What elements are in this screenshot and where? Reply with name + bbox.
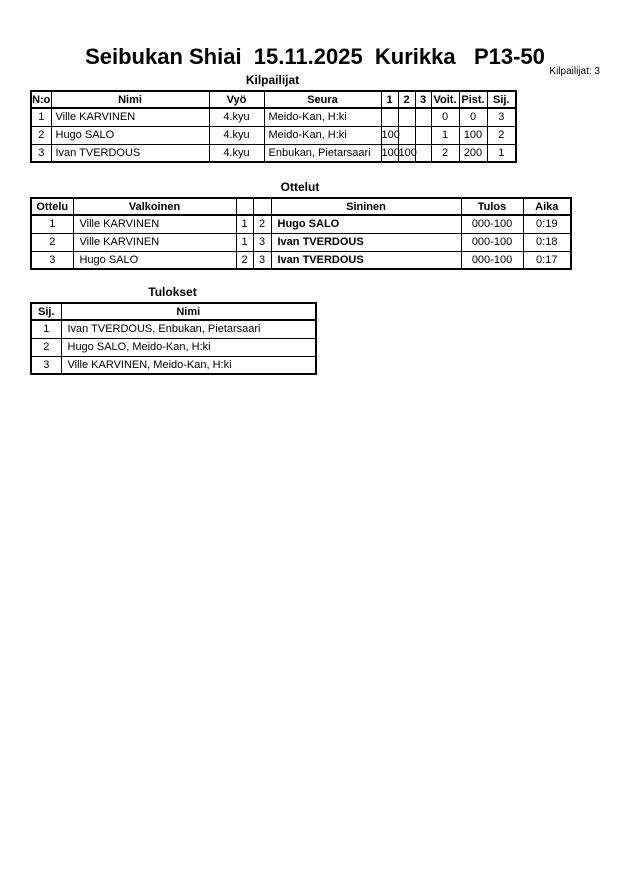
col-header-round1: 1 (381, 91, 398, 108)
cell-blue-no: 3 (253, 233, 271, 251)
cell-club: Meido-Kan, H:ki (264, 108, 381, 126)
cell-wins: 0 (431, 108, 459, 126)
col-header-round2: 2 (398, 91, 415, 108)
table-row (31, 320, 316, 338)
cell-place: 1 (31, 320, 61, 338)
cell-name: Ville KARVINEN, Meido-Kan, H:ki (61, 356, 316, 374)
col-header-white-no (236, 198, 253, 215)
table-row (31, 251, 571, 269)
cell-belt: 4.kyu (209, 144, 264, 162)
cell-match-no: 3 (31, 251, 73, 269)
cell-points: 100 (459, 126, 487, 144)
cell-time: 0:19 (523, 215, 571, 233)
cell-blue-no: 3 (253, 251, 271, 269)
cell-place: 1 (487, 144, 516, 162)
cell-white-name: Ville KARVINEN (73, 233, 236, 251)
table-row (31, 108, 516, 126)
page-title: Seibukan Shiai 15.11.2025 Kurikka P13-50 (85, 44, 545, 69)
table-row (31, 215, 571, 233)
cell-round2: 100 (398, 144, 415, 162)
results-header-row (31, 303, 316, 320)
cell-belt: 4.kyu (209, 108, 264, 126)
table-row (31, 144, 516, 162)
cell-time: 0:18 (523, 233, 571, 251)
cell-no: 2 (31, 126, 51, 144)
cell-place: 3 (487, 108, 516, 126)
cell-blue-name: Ivan TVERDOUS (271, 233, 461, 251)
cell-place: 2 (31, 338, 61, 356)
col-header-round3: 3 (415, 91, 431, 108)
cell-white-no: 1 (236, 233, 253, 251)
cell-wins: 2 (431, 144, 459, 162)
table-row (31, 356, 316, 374)
cell-result: 000-100 (461, 233, 523, 251)
cell-blue-name: Hugo SALO (271, 215, 461, 233)
section-title-competitors: Kilpailijat (245, 73, 300, 87)
section-title-results: Tulokset (148, 285, 197, 299)
cell-place: 2 (487, 126, 516, 144)
cell-white-no: 1 (236, 215, 253, 233)
cell-name: Ivan TVERDOUS (51, 144, 209, 162)
cell-round2 (398, 126, 415, 144)
cell-result: 000-100 (461, 215, 523, 233)
cell-time: 0:17 (523, 251, 571, 269)
cell-no: 1 (31, 108, 51, 126)
cell-round1: 100 (381, 126, 398, 144)
col-header-wins: Voit. (431, 91, 459, 108)
competitors-header-row (31, 91, 516, 108)
table-row (31, 338, 316, 356)
cell-points: 200 (459, 144, 487, 162)
cell-blue-name: Ivan TVERDOUS (271, 251, 461, 269)
cell-name: Ville KARVINEN (51, 108, 209, 126)
cell-name: Ivan TVERDOUS, Enbukan, Pietarsaari (61, 320, 316, 338)
competitors-table (30, 90, 517, 163)
col-header-white: Valkoinen (73, 198, 236, 215)
section-title-matches: Ottelut (280, 180, 320, 194)
col-header-time: Aika (523, 198, 571, 215)
cell-round3 (415, 108, 431, 126)
cell-name: Hugo SALO (51, 126, 209, 144)
col-header-belt: Vyö (209, 91, 264, 108)
cell-round1: 100 (381, 144, 398, 162)
cell-place: 3 (31, 356, 61, 374)
table-row (31, 233, 571, 251)
col-header-club: Seura (264, 91, 381, 108)
cell-white-no: 2 (236, 251, 253, 269)
col-header-result: Tulos (461, 198, 523, 215)
cell-round3 (415, 126, 431, 144)
competitors-count-label: Kilpailijat: 3 (549, 66, 600, 77)
cell-points: 0 (459, 108, 487, 126)
col-header-place: Sij. (31, 303, 61, 320)
col-header-match: Ottelu (31, 198, 73, 215)
cell-club: Enbukan, Pietarsaari (264, 144, 381, 162)
cell-belt: 4.kyu (209, 126, 264, 144)
cell-white-name: Hugo SALO (73, 251, 236, 269)
cell-round1 (381, 108, 398, 126)
cell-round2 (398, 108, 415, 126)
col-header-blue-no (253, 198, 271, 215)
col-header-place: Sij. (487, 91, 516, 108)
col-header-blue: Sininen (271, 198, 461, 215)
cell-round3 (415, 144, 431, 162)
matches-header-row (31, 198, 571, 215)
col-header-name: Nimi (51, 91, 209, 108)
col-header-name: Nimi (61, 303, 316, 320)
cell-name: Hugo SALO, Meido-Kan, H:ki (61, 338, 316, 356)
cell-white-name: Ville KARVINEN (73, 215, 236, 233)
cell-club: Meido-Kan, H:ki (264, 126, 381, 144)
cell-match-no: 1 (31, 215, 73, 233)
cell-blue-no: 2 (253, 215, 271, 233)
col-header-points: Pist. (459, 91, 487, 108)
matches-table (30, 197, 572, 270)
cell-no: 3 (31, 144, 51, 162)
cell-match-no: 2 (31, 233, 73, 251)
col-header-no: N:o (31, 91, 51, 108)
table-row (31, 126, 516, 144)
results-table (30, 302, 317, 375)
cell-wins: 1 (431, 126, 459, 144)
cell-result: 000-100 (461, 251, 523, 269)
